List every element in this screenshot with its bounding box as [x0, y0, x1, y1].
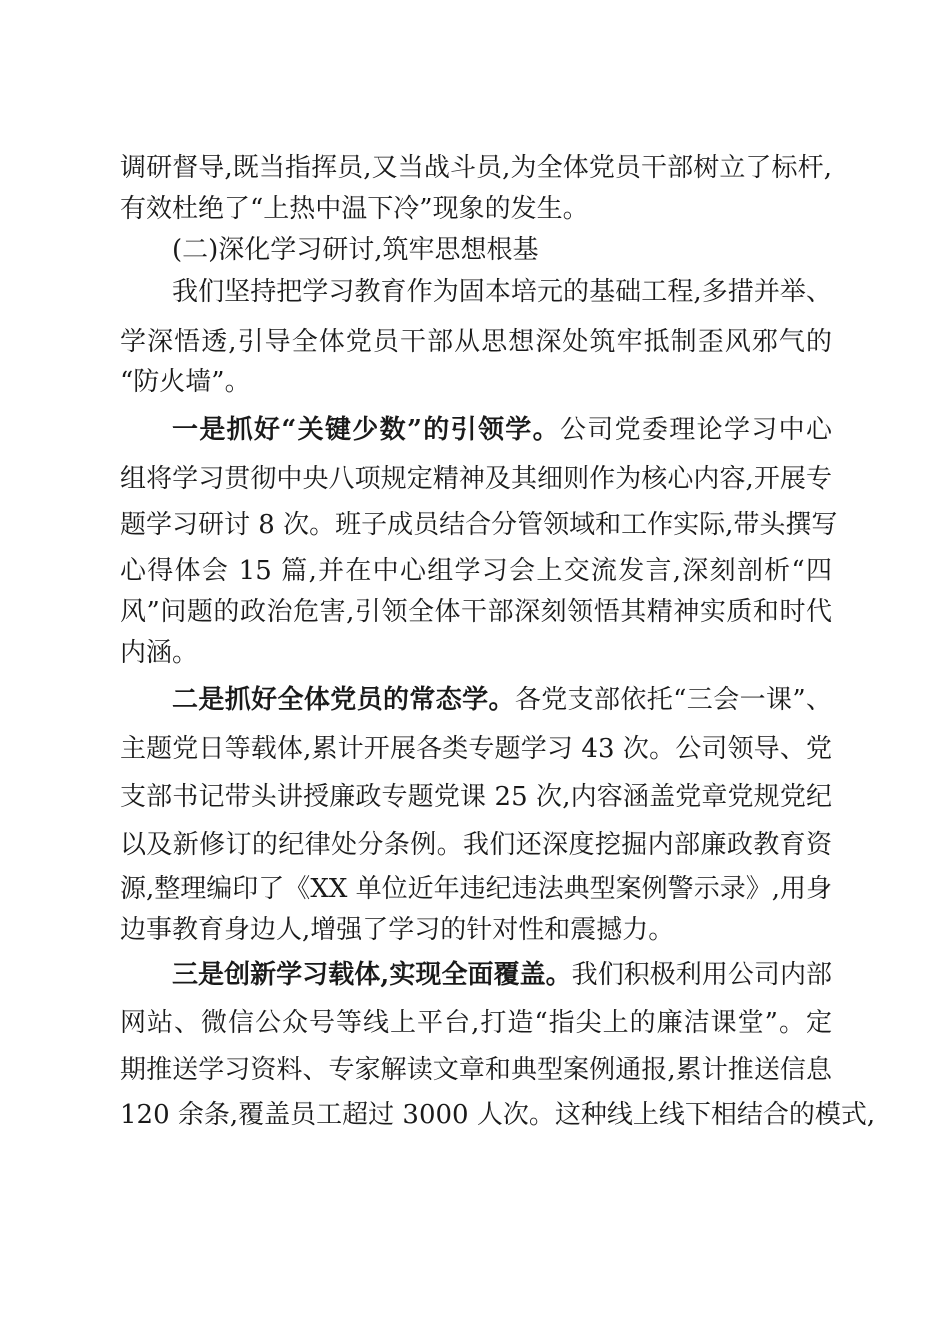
- paragraph-first-line: [172, 955, 832, 995]
- text-line: 风”问题的政治危害,引领全体干部深刻领悟其精神实质和时代: [120, 597, 832, 627]
- text-line: 我们坚持把学习教育作为固本培元的基础工程,多措并举、: [172, 277, 832, 307]
- text-line: “防火墙”。: [120, 367, 251, 397]
- paragraph-text: 公司党委理论学习中心: [559, 415, 832, 445]
- text-line: 心得体会 15 篇,并在中心组学习会上交流发言,深刻剖析“四: [120, 556, 832, 586]
- paragraph-lead: 二是抓好全体党员的常态学。: [172, 685, 515, 715]
- text-line: 以及新修订的纪律处分条例。我们还深度挖掘内部廉政教育资: [120, 830, 832, 860]
- text-line: 支部书记带头讲授廉政专题党课 25 次,内容涵盖党章党规党纪: [120, 782, 832, 812]
- paragraph-first-line: [172, 410, 832, 450]
- text-line: 源,整理编印了《XX 单位近年违纪违法典型案例警示录》,用身: [120, 874, 832, 904]
- text-line: 期推送学习资料、专家解读文章和典型案例通报,累计推送信息: [120, 1055, 832, 1085]
- paragraph-first-line: [172, 680, 832, 720]
- text-line: 题学习研讨 8 次。班子成员结合分管领域和工作实际,带头撰写: [120, 510, 838, 540]
- text-line: 内涵。: [120, 638, 199, 668]
- text-line: 120 余条,覆盖员工超过 3000 人次。这种线上线下相结合的模式,: [120, 1100, 876, 1130]
- paragraph-text: 我们积极利用公司内部: [571, 960, 832, 990]
- text-line: 主题党日等载体,累计开展各类专题学习 43 次。公司领导、党: [120, 734, 832, 764]
- text-line: 调研督导,既当指挥员,又当战斗员,为全体党员干部树立了标杆,: [120, 153, 832, 183]
- text-line: 组将学习贯彻中央八项规定精神及其细则作为核心内容,开展专: [120, 464, 832, 494]
- text-line: 有效杜绝了“上热中温下冷”现象的发生。: [120, 194, 589, 224]
- text-line: 网站、微信公众号等线上平台,打造“指尖上的廉洁课堂”。定: [120, 1008, 832, 1038]
- text-line: 学深悟透,引导全体党员干部从思想深处筑牢抵制歪风邪气的: [120, 327, 832, 357]
- paragraph-text: 各党支部依托“三会一课”、: [514, 685, 832, 715]
- text-line: 边事教育身边人,增强了学习的针对性和震撼力。: [120, 915, 675, 945]
- paragraph-lead: 一是抓好“关键少数”的引领学。: [172, 415, 560, 445]
- paragraph-lead: 三是创新学习载体,实现全面覆盖。: [172, 960, 572, 990]
- section-heading: (二)深化学习研讨,筑牢思想根基: [172, 235, 539, 265]
